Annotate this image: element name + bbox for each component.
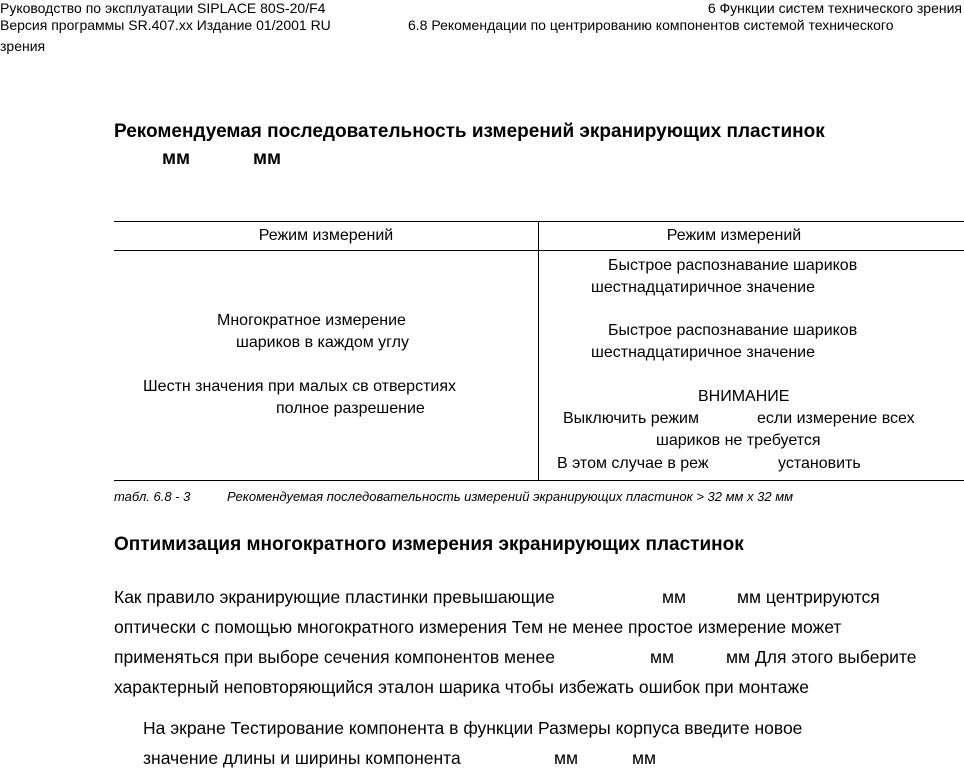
table-right-warning-line1a: Выключить режим [563, 410, 699, 427]
table-right-warning-line2: шариков не требуется [656, 432, 821, 449]
table-left-cell1-line2: шариков в каждом углу [236, 334, 409, 351]
paragraph-line1c: мм центрируются [737, 587, 880, 607]
table-caption-label: табл. 6.8 - 3 [114, 489, 191, 504]
header-chapter: 6 Функции систем технического зрения [707, 0, 962, 16]
header-section-continuation: зрения [0, 38, 46, 54]
table-header-left: Режим измерений [258, 227, 394, 244]
header-version: Версия программы SR.407.xx Издание 01/2001 RU [0, 17, 331, 33]
header-section: 6.8 Рекомендации по центрированию компонентов системой технического [408, 17, 894, 33]
table-top-rule [114, 221, 964, 222]
table-right-b1-line2: шестнадцатиричное значение [591, 279, 815, 296]
header-manual-title: Руководство по эксплуатации SIPLACE 80S-20/F4 [0, 0, 326, 16]
table-header-right: Режим измерений [666, 227, 802, 244]
table-column-divider [538, 221, 539, 481]
table-bottom-rule [114, 480, 964, 481]
table-header-rule [114, 250, 964, 251]
section-title-mm-1: мм [162, 148, 191, 169]
table-right-b1-line1: Быстрое распознавание шариков [608, 257, 858, 274]
table-right-warning-title: ВНИМАНИЕ [698, 388, 790, 405]
section-title-optimization: Оптимизация многократного измерения экранирующих пластинок [114, 534, 744, 555]
table-caption-text: Рекомендуемая последовательность измерений экранирующих пластинок > 32 мм x 32 мм [227, 489, 794, 504]
paragraph-line3c: мм Для этого выберите [726, 647, 917, 667]
instruction-line2a: значение длины и ширины компонента [143, 748, 461, 768]
instruction-line2-mm: мм [554, 748, 579, 768]
paragraph-line2: оптически с помощью многократного измерения Тем не менее простое измерение может [114, 617, 842, 637]
section-title-sequence: Рекомендуемая последовательность измерений экранирующих пластинок [114, 121, 825, 142]
table-left-cell2-line2: полное разрешение [276, 400, 425, 417]
instruction-line1: На экране Тестирование компонента в функции Размеры корпуса введите новое [143, 718, 803, 738]
table-right-b2-line1: Быстрое распознавание шариков [608, 322, 858, 339]
instruction-line2c: мм [632, 748, 657, 768]
paragraph-line4: характерный неповторяющийся эталон шарика чтобы избежать ошибок при монтаже [114, 677, 809, 697]
table-left-cell2-line1: Шестн значения при малых св отверстиях [143, 378, 456, 395]
table-right-warning-line1b: если измерение всех [757, 410, 915, 427]
table-left-cell1-line1: Многократное измерение [217, 312, 406, 329]
table-right-warning-line3b: установить [778, 455, 861, 472]
paragraph-line3-mm: мм [650, 647, 675, 667]
section-title-mm-2: мм [253, 148, 282, 169]
table-right-b2-line2: шестнадцатиричное значение [591, 344, 815, 361]
paragraph-line1a: Как правило экранирующие пластинки превышающие [114, 587, 555, 607]
paragraph-line1-mm: мм [662, 587, 687, 607]
paragraph-line3a: применяться при выборе сечения компонентов менее [114, 647, 555, 667]
table-right-warning-line3a: В этом случае в реж [557, 455, 709, 472]
